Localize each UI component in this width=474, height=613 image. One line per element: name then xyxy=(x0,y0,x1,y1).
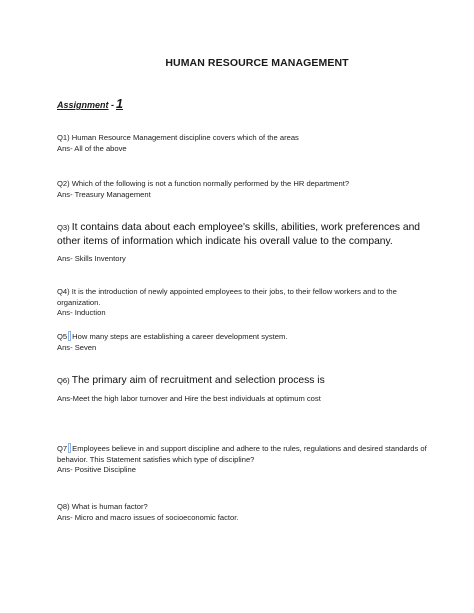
question-7-number: Q7 xyxy=(57,444,68,453)
assignment-label: Assignment xyxy=(57,100,109,110)
qa-item-6 xyxy=(57,374,427,405)
qa-item-3 xyxy=(57,221,429,265)
qa-item-8 xyxy=(57,502,427,523)
answer-3: Ans- Skills Inventory xyxy=(57,254,126,263)
question-4: Q4) It is the introduction of newly appointed employees to their jobs, to their fellow workers and to the organization. xyxy=(57,287,397,307)
answer-5: Ans- Seven xyxy=(57,342,97,352)
question-5-text: How many steps are establishing a career development system. xyxy=(72,332,288,341)
qa-item-2 xyxy=(57,179,427,200)
text-cursor-icon xyxy=(68,331,71,341)
answer-2: Ans- Treasury Management xyxy=(57,189,151,199)
question-5 xyxy=(57,331,427,343)
question-7-text: Employees believe in and support discipline and adhere to the rules, regulations and desired standards of behavior. This Statement satisfies which type of discipline? xyxy=(57,444,427,464)
question-3-number: Q3) xyxy=(57,223,72,232)
answer-7: Ans- Positive Discipline xyxy=(57,465,136,474)
answer-1: Ans- All of the above xyxy=(57,143,127,153)
question-5-number: Q5 xyxy=(57,332,68,341)
question-8: Q8) What is human factor? xyxy=(57,502,148,511)
assignment-heading xyxy=(57,97,123,111)
document-title: HUMAN RESOURCE MANAGEMENT xyxy=(165,57,349,69)
qa-item-4 xyxy=(57,287,432,319)
question-3-text: It contains data about each employee's skills, abilities, work preferences and other items of information which indicate his overall value to the company. xyxy=(57,222,421,247)
question-2: Q2) Which of the following is not a function normally performed by the HR department? xyxy=(57,179,350,188)
question-1: Q1) Human Resource Management discipline covers which of the areas xyxy=(57,133,299,142)
question-6-text: The primary aim of recruitment and selection process is xyxy=(71,375,325,386)
question-6-number: Q6) xyxy=(57,376,72,385)
question-3 xyxy=(57,221,429,249)
assignment-number: 1 xyxy=(116,97,123,111)
question-7 xyxy=(57,443,429,465)
answer-4: Ans- Induction xyxy=(57,308,106,317)
qa-item-1 xyxy=(57,133,427,154)
qa-item-5 xyxy=(57,331,427,353)
answer-6: Ans-Meet the high labor turnover and Hire the best individuals at optimum cost xyxy=(57,394,321,403)
assignment-separator: - xyxy=(108,100,115,110)
text-cursor-icon xyxy=(68,443,71,453)
question-6 xyxy=(57,374,427,388)
qa-item-7 xyxy=(57,443,429,476)
answer-8: Ans- Micro and macro issues of socioeconomic factor. xyxy=(57,512,239,522)
